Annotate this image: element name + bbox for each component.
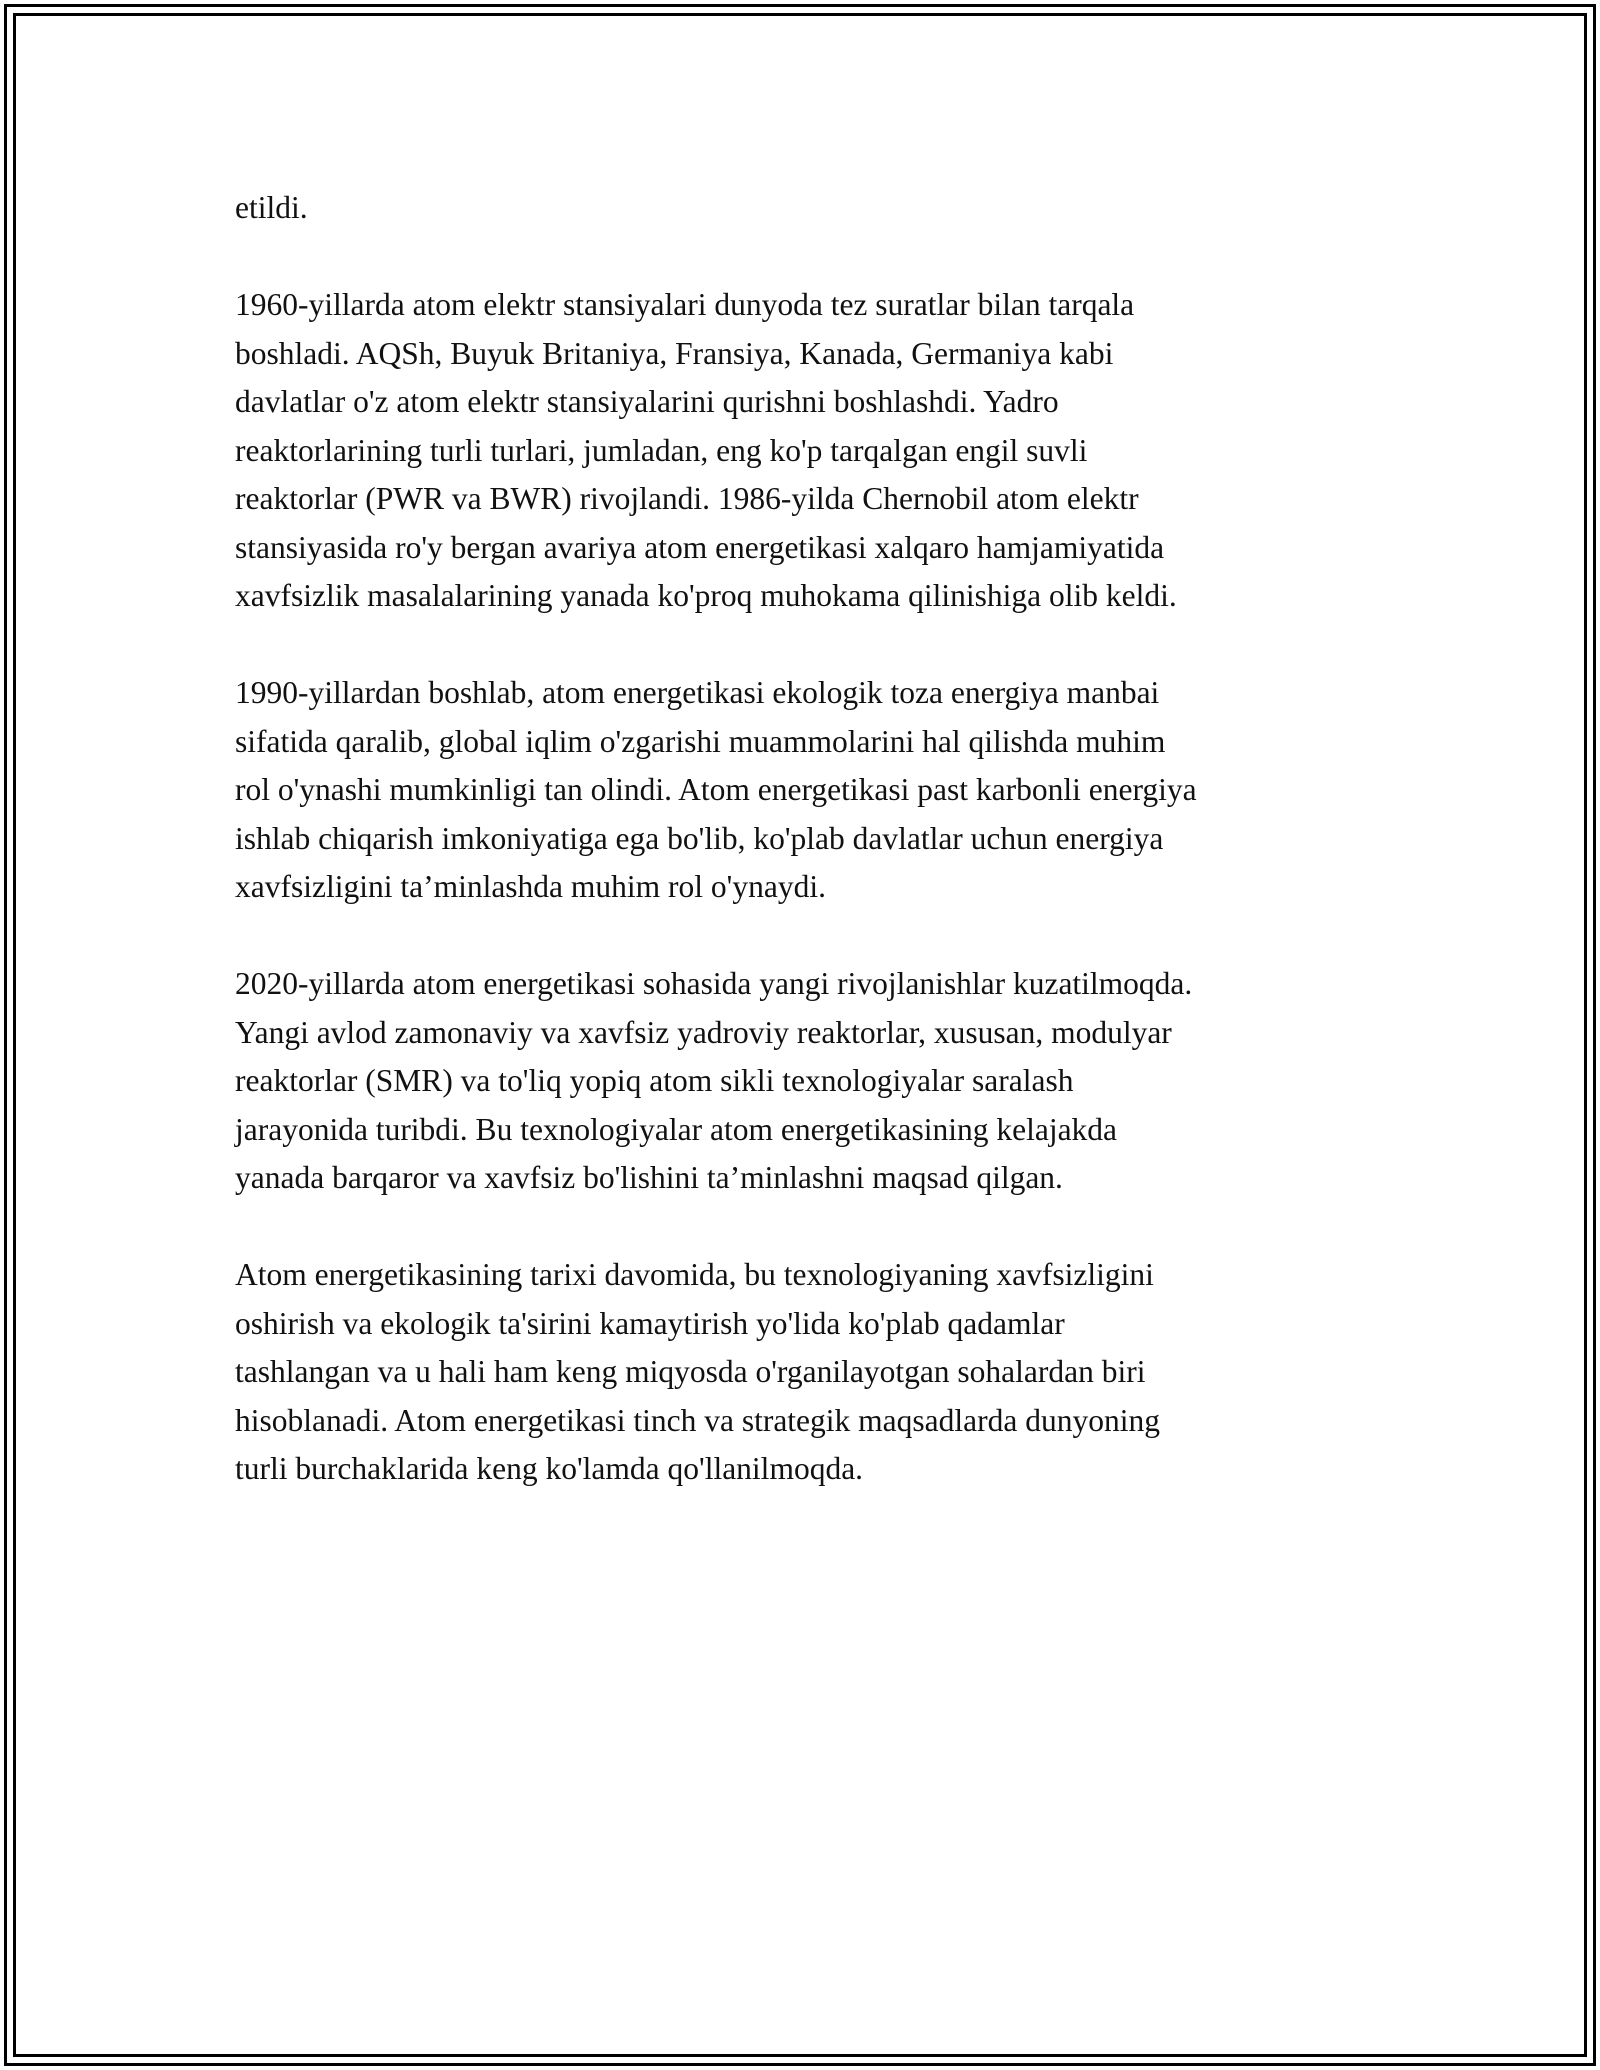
document-body <box>235 184 1385 1542</box>
paragraph-1960s: 1960-yillarda atom elektr stansiyalari dunyoda tez suratlar bilan tarqala boshladi. AQSh, Buyuk Britaniya, Fransiya, Kanada, Germaniya kabi davlatlar o'z atom elektr stansiyalarini qurishni boshlashdi. Yadro reaktorlarining turli turlari, jumladan, eng ko'p tarqalgan engil suvli reaktorlar (PWR va BWR) rivojlandi. 1986-yilda Chernobil atom elektr stansiyasida ro'y bergan avariya atom energetikasi xalqaro hamjamiyatida xavfsizlik masalalarining yanada ko'proq muhokama qilinishiga olib keldi. <box>235 287 1177 613</box>
paragraph-1990s: 1990-yillardan boshlab, atom energetikasi ekologik toza energiya manbai sifatida qaralib, global iqlim o'zgarishi muammolarini hal qilishda muhim rol o'ynashi mumkinligi tan olindi. Atom energetikasi past karbonli energiya ishlab chiqarish imkoniyatiga ega bo'lib, ko'plab davlatlar uchun energiya xavfsizligini ta’minlashda muhim rol o'ynaydi. <box>235 675 1197 904</box>
paragraph-2020s: 2020-yillarda atom energetikasi sohasida yangi rivojlanishlar kuzatilmoqda. Yangi avlod zamonaviy va xavfsiz yadroviy reaktorlar, xususan, modulyar reaktorlar (SMR) va to'liq yopiq atom sikli texnologiyalar saralash jarayonida turibdi. Bu texnologiyalar atom energetikasining kelajakda yanada barqaror va xavfsiz bo'lishini ta’minlashni maqsad qilgan. <box>235 966 1193 1195</box>
paragraph-continuation: etildi. <box>235 190 308 225</box>
paragraph-conclusion: Atom energetikasining tarixi davomida, bu texnologiyaning xavfsizligini oshirish va ekologik ta'sirini kamaytirish yo'lida ko'plab qadamlar tashlangan va u hali ham keng miqyosda o'rganilayotgan sohalardan biri hisoblanadi. Atom energetikasi tinch va strategik maqsadlarda dunyoning turli burchaklarida keng ko'lamda qo'llanilmoqda. <box>235 1257 1160 1486</box>
